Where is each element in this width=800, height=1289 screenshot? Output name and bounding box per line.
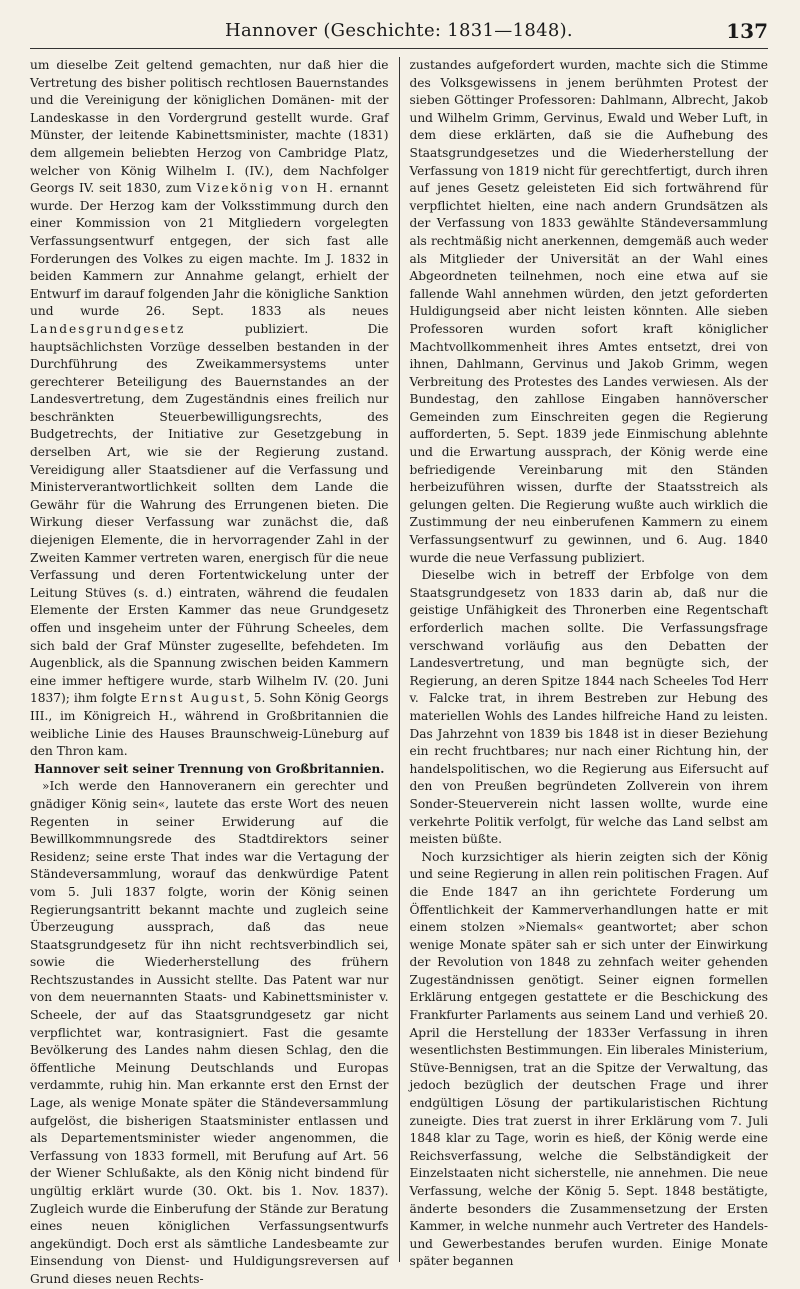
spaced-term: Landesgrundgesetz xyxy=(30,321,186,336)
spaced-term: Ernst August xyxy=(140,691,246,706)
left-paragraph-1 xyxy=(30,57,389,761)
running-head xyxy=(30,18,768,49)
text-run: ernannt wurde. Der Herzog kam der Volksstimmung durch den einer Kommission von 21 Mitgliedern vorgelegten Verfassungsentwurf entgegen, der sich fast alle Forderungen des Volkes zu eigen machte. Im J. 1832 in beiden Kammern zur Annahme gelangt, erhielt der Entwurf im darauf folgenden Jahr die königliche Sanktion und wurde 26. Sept. 1833 als neues xyxy=(30,181,389,319)
spaced-term: Vizekönig von H. xyxy=(196,181,335,196)
right-paragraph-2: Dieselbe wich in betreff der Erbfolge von dem Staatsgrundgesetz von 1833 darin ab, daß nur die geistige Unfähigkeit des Thronerben eine Regentschaft erforderlich machen sollte. Die Verfassungsfrage verschwand vorläufig aus den Debatten der Landesvertretung, und man begnügte sich, der Regierung, an deren Spitze 1844 nach Scheeles Tod Herr v. Falcke trat, in ihrem Bestreben zur Hebung des materiellen Wohls des Landes hilfreiche Hand zu leisten. Das Jahrzehnt von 1839 bis 1848 ist in dieser Beziehung ein recht fruchtbares; nur nach einer Richtung hin, der handelspolitischen, wo die Regierung aus Eifersucht auf den von Preußen begründeten Zollverein von ihrem Sonder-Steuerverein nicht lassen wollte, wurde eine verkehrte Politik verfolgt, für welche das Land selbst am meisten büßte. xyxy=(409,568,768,847)
text-columns xyxy=(30,57,768,1286)
running-title: Hannover (Geschichte: 1831—1848). xyxy=(225,20,573,41)
column-divider xyxy=(399,57,400,1262)
page-number: 137 xyxy=(726,19,768,43)
text-run: , 5. Sohn König Georgs III., im Königreich H., während in Großbritannien die weibliche Linie des Hauses Braunschweig-Lüneburg auf den Thron kam. xyxy=(30,691,389,759)
left-paragraph-2: »Ich werde den Hannoveranern ein gerechter und gnädiger König sein«, lautete das erste Wort des neuen Regenten in seiner Erwiderung auf die Bewillkommnungsrede des Stadtdirektors seiner Residenz; seine erste That indes war die Vertagung der Ständeversammlung, worauf das denkwürdige Patent vom 5. Juli 1837 folgte, worin der König seinen Regierungsantritt bekannt machte und zugleich seine Überzeugung aussprach, daß das neue Staatsgrundgesetz für ihn nicht rechtsverbindlich sei, sowie die Wiederherstellung des frühern Rechtszustandes in Aussicht stellte. Das Patent war nur von dem neuernannten Staats- und Kabinettsminister v. Scheele, der auf das Staatsgrundgesetz gar nicht verpflichtet war, kontrasigniert. Fast die gesamte Bevölkerung des Landes nahm diesen Schlag, den die öffentliche Meinung Deutschlands und Europas verdammte, ruhig hin. Man erkannte erst den Ernst der Lage, als wenige Monate später die Ständeversammlung aufgelöst, die bisherigen Staatsminister entlassen und als Departementsminister wieder angenommen, die Verfassung von 1833 formell, mit Berufung auf Art. 56 der Wiener Schlußakte, als den König nicht bindend für ungültig erklärt wurde (30. Okt. bis 1. Nov. 1837). Zugleich wurde die Einberufung der Stände zur Beratung eines neuen königlichen Verfassungsentwurfs angekündigt. Doch erst als sämtliche Landesbeamte zur Einsendung von Dienst- und Huldigungsreversen auf Grund dieses neuen Rechts- xyxy=(30,779,389,1286)
text-run: um dieselbe Zeit geltend gemachten, nur daß hier die Vertretung des bisher politisch rechtlosen Bauernstandes und die Vereinigung der königlichen Domänen- mit der Landeskasse in den Vordergrund gestellt wurde. Graf Münster, der leitende Kabinettsminister, machte (1831) dem allgemein beliebten Herzog von Cambridge Platz, welcher von König Wilhelm I. (IV.), dem Nachfolger Georgs IV. seit 1830, zum xyxy=(30,58,389,196)
right-column xyxy=(409,57,768,1269)
right-paragraph-1: zustandes aufgefordert wurden, machte sich die Stimme des Volksgewissens in jenem berühmten Protest der sieben Göttinger Professoren: Dahlmann, Albrecht, Jakob und Wilhelm Grimm, Gervinus, Ewald und Weber Luft, in dem diese erklärten, daß sie die Aufhebung des Staatsgrundgesetzes und die Wiederherstellung der Verfassung von 1819 nicht für gerechtfertigt, durch ihren auf jenes Gesetz geleisteten Eid sich fortwährend für verpflichtet hielten, eine nach andern Grundsätzen als der Verfassung von 1833 gewählte Ständeversammlung als rechtmäßig nicht anerkennen, demgemäß auch weder als Mitglieder der Universität an der Wahl eines Abgeordneten teilnehmen, noch eine etwa auf sie fallende Wahl annehmen würden, den jetzt geforderten Huldigungseid aber nicht leisten könnten. Alle sieben Professoren wurden sofort kraft königlicher Machtvollkommenheit ihres Amtes entsetzt, drei von ihnen, Dahlmann, Gervinus und Jakob Grimm, wegen Verbreitung des Protestes des Landes verwiesen. Als der Bundestag, den zahllose Eingaben hannöverscher Gemeinden zum Einschreiten gegen die Regierung aufforderten, 5. Sept. 1839 jede Einmischung ablehnte und die Erwartung aussprach, der König werde eine befriedigende Vereinbarung mit den Ständen herbeizuführen wissen, durfte der Staatsstreich als gelungen gelten. Die Regierung wußte auch wirklich die Zustimmung der neu einberufenen Kammern zu einem Verfassungsentwurf zu gewinnen, und 6. Aug. 1840 wurde die neue Verfassung publiziert. xyxy=(409,58,768,565)
text-run: publiziert. Die hauptsächlichsten Vorzüge desselben bestanden in der Durchführung des Zweikammersystems unter gerechterer Beteiligung des Bauernstandes an der Landesvertretung, dem Zugeständnis eines freilich nur beschränkten Steuerbewilligungsrechts, des Budgetrechts, der Initiative zur Gesetzgebung in derselben Art, wie sie der Regierung zustand. Vereidigung aller Staatsdiener auf die Verfassung und Ministerverantwortlichkeit sollten dem Lande die Gewähr für die Wahrung des Errungenen bieten. Die Wirkung dieser Verfassung war zunächst die, daß diejenigen Elemente, die in hervorragender Zahl in der Zweiten Kammer vertreten waren, energisch für die neue Verfassung und deren Fortentwickelung unter der Leitung Stüves (s. d.) eintraten, während die feudalen Elemente der Ersten Kammer das neue Grundgesetz offen und insgeheim unter der Führung Scheeles, dem sich bald der Graf Münster zugesellte, befehdeten. Im Augenblick, als die Spannung zwischen beiden Kammern eine immer heftigere wurde, starb Wilhelm IV. (20. Juni 1837); ihm folgte xyxy=(30,321,389,706)
left-column xyxy=(30,57,389,1286)
section-subheading: Hannover seit seiner Trennung von Großbritannien. xyxy=(34,761,385,776)
right-paragraph-3: Noch kurzsichtiger als hierin zeigten sich der König und seine Regierung in allen rein politischen Fragen. Auf die Ende 1847 an ihn gerichtete Forderung um Öffentlichkeit der Kammerverhandlungen hatte er mit einem stolzen »Niemals« geantwortet; aber schon wenige Monate später sah er sich unter der Einwirkung der Revolution von 1848 zu zehnfach weiter gehenden Zugeständnissen genötigt. Seiner eignen formellen Erklärung entgegen gestattete er die Beschickung des Frankfurter Parlaments aus seinem Land und verhieß 20. April die Herstellung der 1833er Verfassung in ihren wesentlichsten Bestimmungen. Ein liberales Ministerium, Stüve-Bennigsen, trat an die Spitze der Verwaltung, das jedoch bezüglich der deutschen Frage und ihrer endgültigen Lösung der partikularistischen Richtung zuneigte. Dies trat zuerst in ihrer Erklärung vom 7. Juli 1848 klar zu Tage, worin es hieß, der König werde eine Reichsverfassung, welche die Selbständigkeit der Einzelstaaten nicht sicherstelle, nie annehmen. Die neue Verfassung, welche der König 5. Sept. 1848 bestätigte, änderte besonders die Zusammensetzung der Ersten Kammer, in welche nunmehr auch Vertreter des Handels- und Gewerbestandes berufen wurden. Einige Monate später begannen xyxy=(409,849,768,1269)
